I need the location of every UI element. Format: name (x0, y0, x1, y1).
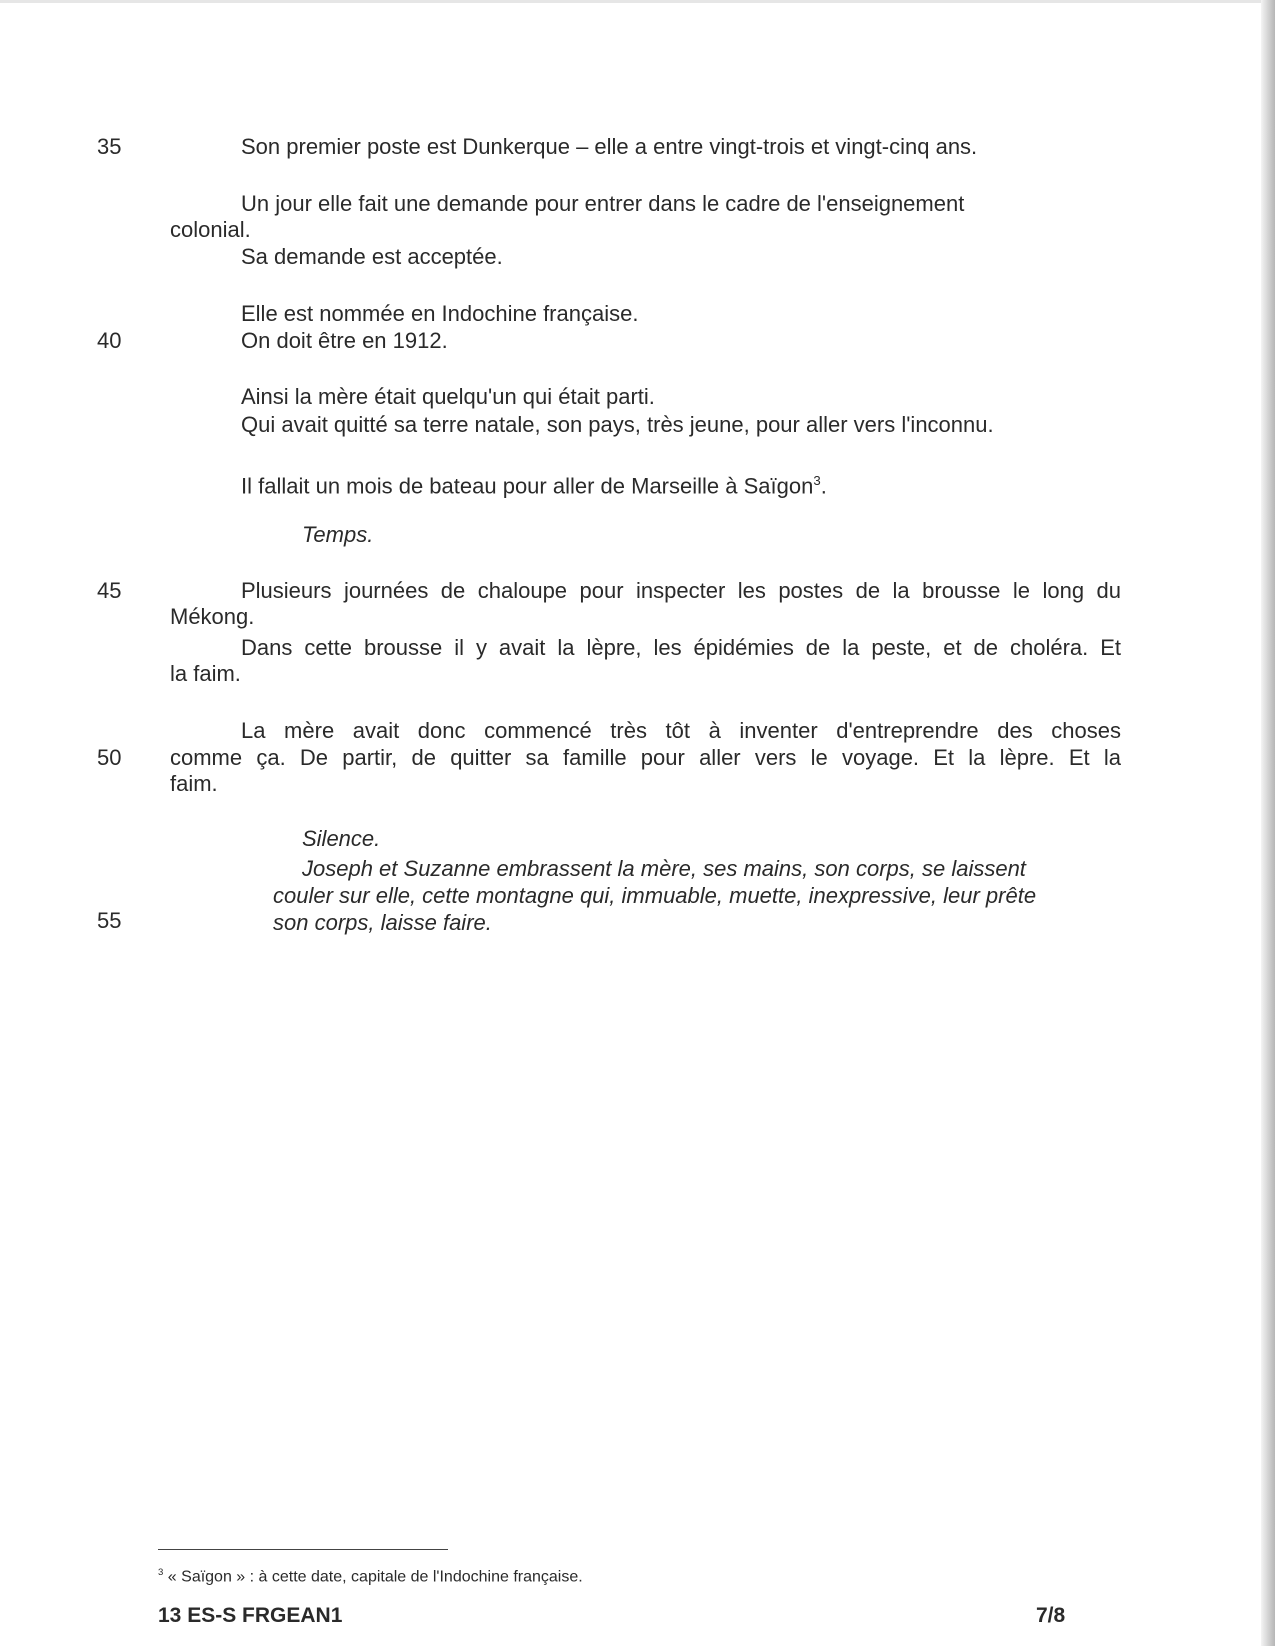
stage-direction: son corps, laisse faire. (273, 910, 492, 935)
line-number-40: 40 (97, 328, 122, 353)
footnote-text: « Saïgon » : à cette date, capitale de l'Indochine française. (167, 1568, 583, 1586)
stage-direction: Silence. (302, 826, 381, 851)
footnote-marker: 3 (158, 1567, 164, 1578)
text-line: Ainsi la mère était quelqu'un qui était parti. (241, 384, 655, 409)
text-line: Un jour elle fait une demande pour entrer dans le cadre de l'enseignement (241, 191, 965, 216)
text-line (241, 468, 827, 499)
line-number-35: 35 (97, 134, 122, 159)
text-line: Son premier poste est Dunkerque – elle a entre vingt-trois et vingt-cinq ans. (241, 134, 978, 159)
stage-direction: Temps. (302, 522, 374, 547)
page-number: 7/8 (1036, 1604, 1066, 1627)
stage-direction: Joseph et Suzanne embrassent la mère, ses mains, son corps, se laissent (302, 856, 1026, 881)
page-right-shadow (1261, 0, 1275, 1646)
text-line: faim. (170, 771, 218, 796)
footnote-reference: 3 (813, 473, 821, 488)
text-line: La mère avait donc commencé très tôt à inventer d'entreprendre des choses (241, 718, 1121, 743)
footnote-rule (158, 1549, 448, 1550)
text-line: comme ça. De partir, de quitter sa famille pour aller vers le voyage. Et la lèpre. Et la (170, 745, 1121, 770)
line-number-55: 55 (97, 908, 122, 933)
page-top-edge (0, 0, 1275, 3)
text-line: Sa demande est acceptée. (241, 244, 503, 269)
text-line: On doit être en 1912. (241, 328, 448, 353)
text-line: Qui avait quitté sa terre natale, son pays, très jeune, pour aller vers l'inconnu. (241, 412, 994, 437)
footnote (158, 1567, 583, 1586)
text-line-main: Il fallait un mois de bateau pour aller de Marseille à Saïgon (241, 473, 814, 499)
line-number-45: 45 (97, 578, 122, 603)
text-line: la faim. (170, 661, 241, 686)
stage-direction: couler sur elle, cette montagne qui, immuable, muette, inexpressive, leur prête (273, 883, 1037, 908)
text-line: Dans cette brousse il y avait la lèpre, les épidémies de la peste, et de choléra. Et (241, 635, 1121, 660)
text-line: Mékong. (170, 604, 255, 629)
line-number-50: 50 (97, 745, 122, 770)
exam-code: 13 ES-S FRGEAN1 (158, 1604, 343, 1627)
text-line: Elle est nommée en Indochine française. (241, 301, 639, 326)
text-line: colonial. (170, 217, 251, 242)
text-line: Plusieurs journées de chaloupe pour inspecter les postes de la brousse le long du (241, 578, 1121, 603)
text-line-end: . (820, 473, 827, 499)
